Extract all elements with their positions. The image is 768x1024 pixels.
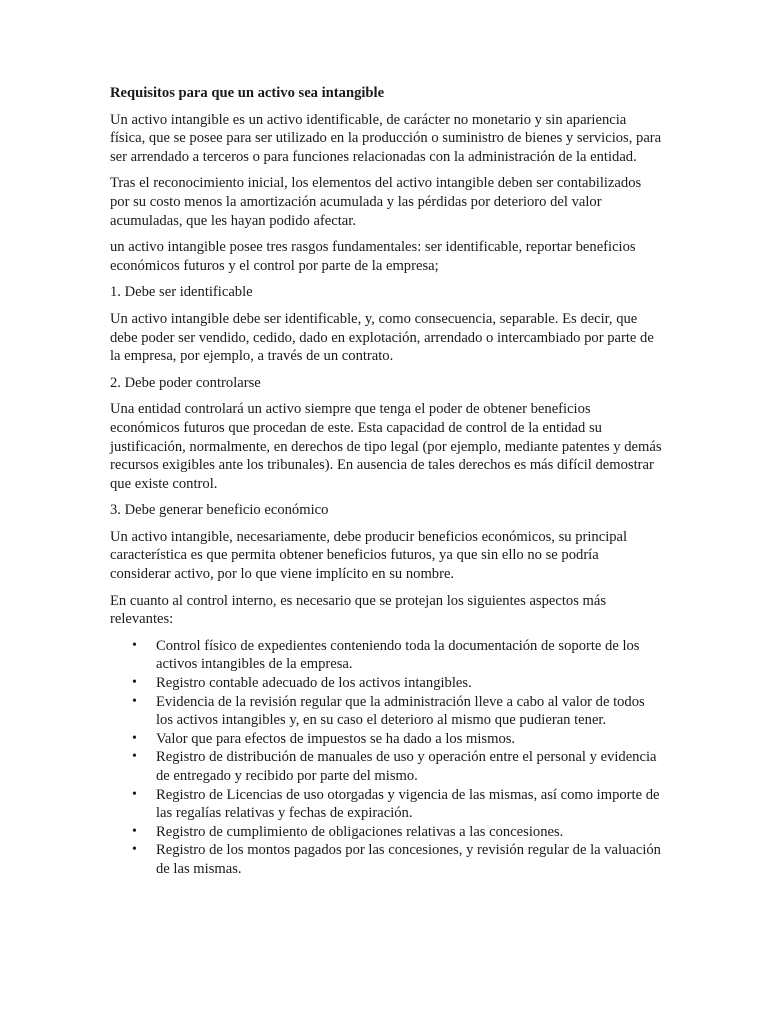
paragraph-features: un activo intangible posee tres rasgos fundamentales: ser identificable, reportar beneficios económicos futuros y el control por parte de la empresa;: [110, 239, 636, 274]
bullet-icon: •: [132, 842, 137, 858]
list-item: [110, 693, 662, 730]
list-item: [110, 730, 662, 749]
list-item-text: Registro de cumplimiento de obligaciones relativas a las concesiones.: [156, 823, 564, 840]
bullet-icon: •: [132, 637, 137, 653]
bullet-icon: •: [132, 823, 137, 839]
list-item-text: Valor que para efectos de impuestos se ha dado a los mismos.: [156, 730, 516, 747]
paragraph-recognition: Tras el reconocimiento inicial, los elementos del activo intangible deben ser contabilizados por su costo menos la amortización acumulada y las pérdidas por deterioro del valor acumuladas, que les hayan podido afectar.: [110, 175, 642, 229]
list-item: [110, 841, 662, 878]
document-title: Requisitos para que un activo sea intangible: [110, 85, 385, 101]
document-page: [110, 84, 662, 879]
section-heading-control: 2. Debe poder controlarse: [110, 374, 261, 391]
list-item-text: Registro de Licencias de uso otorgadas y vigencia de las mismas, así como importe de las regalías relativas y fechas de expiración.: [156, 786, 660, 822]
paragraph-internal-control: En cuanto al control interno, es necesario que se protejan los siguientes aspectos más relevantes:: [110, 592, 607, 628]
bullet-icon: •: [132, 786, 137, 802]
list-item: [110, 674, 662, 693]
list-item-text: Registro de los montos pagados por las concesiones, y revisión regular de la valuación de las mismas.: [156, 842, 661, 877]
paragraph-benefit: Un activo intangible, necesariamente, debe producir beneficios económicos, su principal característica es que permita obtener beneficios futuros, ya que sin ello no se podría considerar activo, por lo que viene implícito en su nombre.: [110, 528, 628, 583]
list-item-text: Registro de distribución de manuales de uso y operación entre el personal y evidencia de entregado y recibido por parte del mismo.: [156, 749, 657, 784]
bullet-icon: •: [132, 749, 137, 765]
section-heading-identifiable: 1. Debe ser identificable: [110, 284, 253, 301]
section-heading-benefit: 3. Debe generar beneficio económico: [110, 502, 329, 519]
paragraph-control: Una entidad controlará un activo siempre que tenga el poder de obtener beneficios económicos futuros que procedan de este. Esta capacidad de control de la entidad su justificación, normalmente, en derechos de tipo legal (por ejemplo, mediante patentes y demás recursos exigibles ante los tribunales). En ausencia de tales derechos es más difícil demostrar que existe control.: [110, 401, 662, 492]
internal-control-list: [110, 637, 662, 879]
list-item: [110, 823, 662, 842]
bullet-icon: •: [132, 693, 137, 709]
bullet-icon: •: [132, 675, 137, 691]
paragraph-identifiable: Un activo intangible debe ser identificable, y, como consecuencia, separable. Es decir, que debe poder ser vendido, cedido, dado en explotación, arrendado o intercambiado por parte de la empresa, por ejemplo, a través de un contrato.: [110, 310, 654, 365]
list-item: [110, 786, 662, 823]
list-item-text: Registro contable adecuado de los activos intangibles.: [156, 675, 472, 692]
list-item: [110, 748, 662, 785]
list-item-text: Control físico de expedientes conteniendo toda la documentación de soporte de los activos intangibles de la empresa.: [156, 637, 640, 673]
list-item-text: Evidencia de la revisión regular que la administración lleve a cabo al valor de todos los activos intangibles y, en su caso el deterioro al mismo que pudieran tener.: [156, 693, 645, 729]
bullet-icon: •: [132, 730, 137, 746]
list-item: [110, 637, 662, 674]
paragraph-definition: Un activo intangible es un activo identificable, de carácter no monetario y sin apariencia física, que se posee para ser utilizado en la producción o suministro de bienes y servicios, para ser arrendado a terceros o para funciones relacionadas con la administración de la entidad.: [110, 111, 662, 165]
